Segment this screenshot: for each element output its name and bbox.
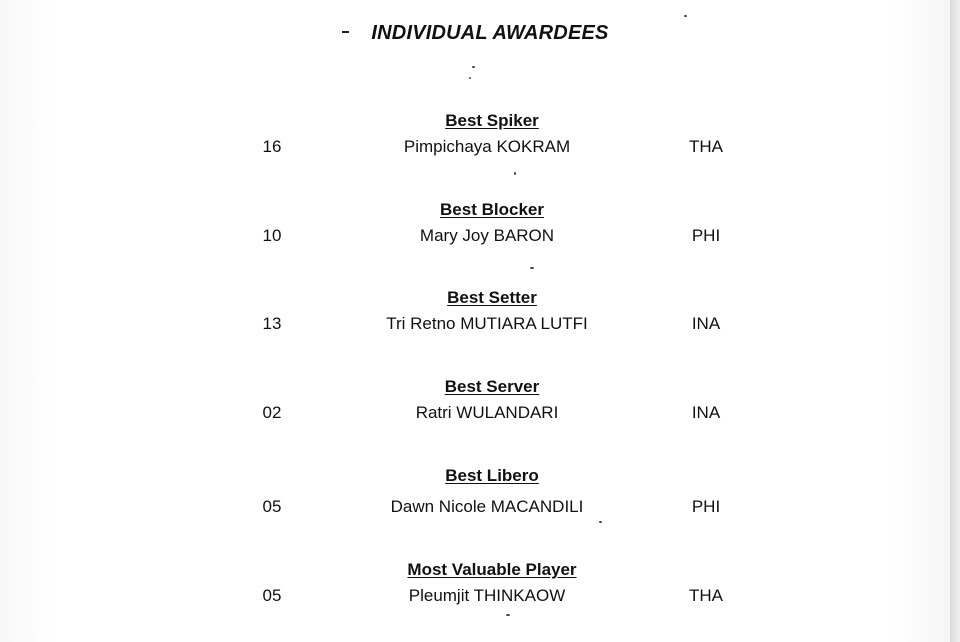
page-edge-shadow (950, 0, 960, 642)
scan-speck (472, 66, 475, 68)
player-country: INA (691, 403, 721, 422)
scan-speck (469, 77, 471, 79)
player-name: Mary Joy BARON (419, 226, 555, 245)
award-category: Best Spiker (445, 111, 539, 130)
player-number: 02 (262, 403, 282, 422)
scan-speck (684, 15, 687, 17)
player-number: 05 (262, 586, 282, 605)
player-name: Ratri WULANDARI (415, 403, 559, 422)
player-name: Pleumjit THINKAOW (408, 586, 566, 605)
scan-speck (530, 267, 534, 269)
award-category: Best Server (444, 377, 540, 396)
player-number: 13 (262, 314, 282, 333)
award-category: Best Libero (445, 466, 539, 485)
award-category: Most Valuable Player (407, 560, 577, 579)
player-country: PHI (691, 497, 721, 516)
player-country: PHI (691, 226, 721, 245)
scan-speck (599, 521, 602, 523)
award-category: Best Blocker (440, 200, 544, 219)
player-country: THA (689, 137, 723, 156)
player-number: 05 (262, 497, 282, 516)
award-category: Best Setter (447, 288, 537, 307)
page-title: INDIVIDUAL AWARDEES (371, 22, 609, 44)
player-country: INA (691, 314, 721, 333)
scan-speck (506, 614, 510, 616)
player-name: Tri Retno MUTIARA LUTFI (386, 314, 588, 333)
player-number: 10 (262, 226, 282, 245)
scan-speck (514, 172, 516, 175)
player-number: 16 (262, 137, 282, 156)
player-name: Pimpichaya KOKRAM (403, 137, 571, 156)
player-country: THA (689, 586, 723, 605)
player-name: Dawn Nicole MACANDILI (390, 497, 584, 516)
